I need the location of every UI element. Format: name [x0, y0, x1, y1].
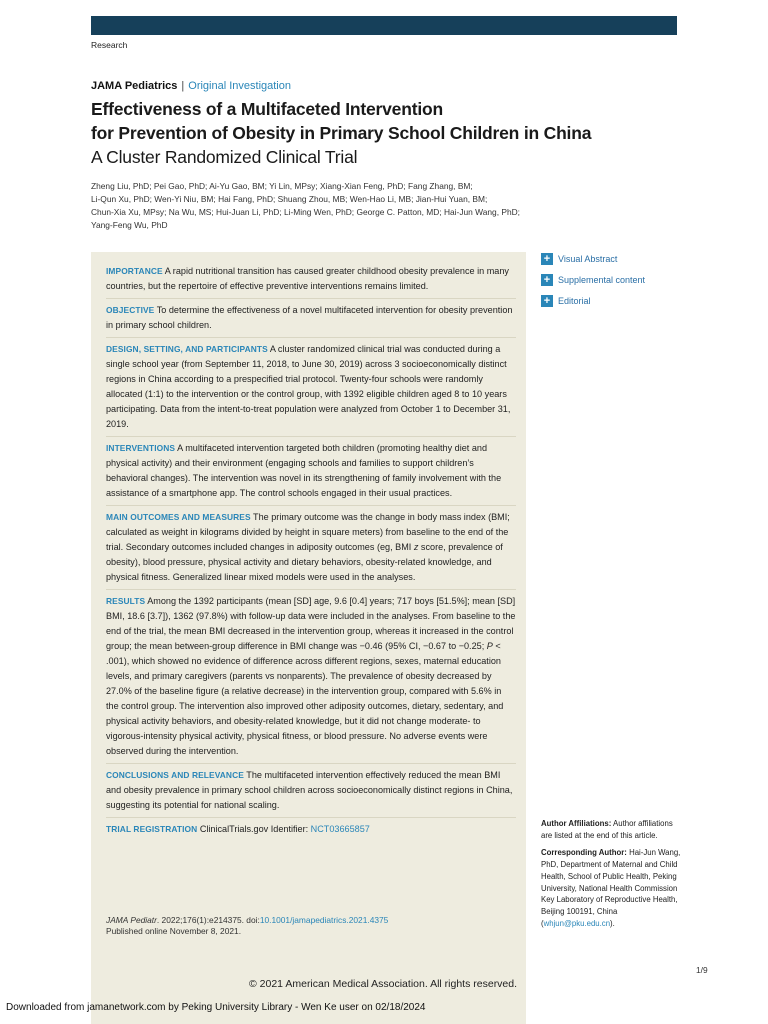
abstract-interventions	[106, 441, 516, 506]
abstract-italic: P	[486, 641, 493, 651]
affiliations-note	[541, 818, 681, 841]
sidebar-link-label: Editorial	[558, 295, 591, 306]
abstract-heading: TRIAL REGISTRATION	[106, 824, 198, 834]
plus-icon: +	[541, 295, 553, 307]
affiliations-text: Author affiliations are listed at the end of this article.	[541, 819, 673, 840]
abstract-outcomes	[106, 510, 516, 590]
journal-separator: |	[181, 80, 185, 92]
abstract-heading: MAIN OUTCOMES AND MEASURES	[106, 512, 251, 522]
journal-name: JAMA Pediatrics	[91, 80, 178, 92]
abstract-content	[106, 264, 516, 845]
doi-link[interactable]: 10.1001/jamapediatrics.2021.4375	[259, 915, 389, 925]
trial-registration-link[interactable]: NCT03665857	[310, 824, 370, 834]
author-affiliations	[541, 818, 681, 935]
abstract-design	[106, 342, 516, 437]
author-list	[91, 180, 531, 232]
visual-abstract-link[interactable]	[541, 248, 681, 269]
abstract-text: The primary outcome was the change in body mass index (BMI; calculated as weight in kilograms divided by height in square meters) from baseline to the end of the trial. Secondary outcomes included changes in adiposity outcomes (eg, BMI	[106, 512, 510, 552]
abstract-heading: INTERVENTIONS	[106, 443, 176, 453]
abstract-heading: DESIGN, SETTING, AND PARTICIPANTS	[106, 344, 268, 354]
abstract-text: A rapid nutritional transition has caused greater childhood obesity prevalence in many countries, but the repertoire of effective preventive interventions remains limited.	[106, 266, 509, 291]
author-line: Yang-Feng Wu, PhD	[91, 220, 168, 230]
article-title	[91, 97, 651, 169]
abstract-heading: CONCLUSIONS AND RELEVANCE	[106, 770, 244, 780]
top-banner	[91, 16, 677, 35]
abstract-heading: OBJECTIVE	[106, 305, 155, 315]
title-line-2: for Prevention of Obesity in Primary School Children in China	[91, 123, 592, 143]
sidebar-link-label: Supplemental content	[558, 274, 646, 285]
citation-journal: JAMA Pediatr	[106, 915, 157, 925]
abstract-text: A multifaceted intervention targeted both children (promoting healthy diet and physical activity) and their environment (engaging schools and families to support children’s behavioral changes). The intervention was novel in its strengthening of family involvement with the assistance of a smartphone app. The control schools engaged in their usual practices.	[106, 443, 502, 498]
abstract-text: score, prevalence of obesity), blood pressure, physical activity and dietary behaviors, obesity-related knowledge, and physical fitness. Generalized linear mixed models were used in the analyses.	[106, 542, 503, 582]
email-link[interactable]: whjun@pku.edu.cn	[543, 918, 611, 928]
sidebar-links	[541, 248, 681, 311]
plus-icon: +	[541, 274, 553, 286]
abstract-italic: z	[413, 542, 419, 552]
citation-text: . 2022;176(1):e214375. doi:	[156, 915, 260, 925]
abstract-results	[106, 594, 516, 764]
author-line: Zheng Liu, PhD; Pei Gao, PhD; Ai-Yu Gao, BM; Yi Lin, MPsy; Xiang-Xian Feng, PhD; Fang Zhang, BM;	[91, 181, 473, 191]
citation-line	[106, 915, 388, 926]
author-line: Chun-Xia Xu, MPsy; Na Wu, MS; Hui-Juan Li, PhD; Li-Ming Wen, PhD; George C. Patton, MD; Hai-Jun Wang, PhD;	[91, 207, 520, 217]
abstract-heading: RESULTS	[106, 596, 146, 606]
section-label: Research	[91, 40, 128, 50]
abstract-text: A cluster randomized clinical trial was conducted during a single school year (from September 11, 2018, to June 30, 2019) across 3 socioeconomically distinct regions in China according to a prespecified trial protocol. Twenty-four schools were randomly allocated (1:1) to the intervention or the control group, with 1392 eligible children aged 8 to 10 years participating. Data from the intent-to-treat population were analyzed from October 1 to December 31, 2019.	[106, 344, 511, 429]
abstract-registration	[106, 822, 516, 841]
page-number: 1/9	[696, 965, 708, 975]
article-type-link[interactable]: Original Investigation	[188, 80, 291, 92]
title-subtitle: A Cluster Randomized Clinical Trial	[91, 147, 358, 167]
author-line: Li-Qun Xu, PhD; Wen-Yi Niu, BM; Hai Fang, PhD; Shuang Zhou, MB; Wen-Hao Li, MB; Jian-Hui Yuan, BM;	[91, 194, 488, 204]
abstract-text: Among the 1392 participants (mean [SD] age, 9.6 [0.4] years; 717 boys [51.5%]; mean [SD] BMI, 18.6 [3.7]), 1362 (97.8%) with follow-up data were included in the analyses. From baseline to the end of the trial, the mean BMI decreased in the intervention group, whereas it increased in the control group; the mean between-group difference in BMI change was −0.46 (95% CI, −0.67 to −0.25;	[106, 596, 516, 651]
abstract-heading: IMPORTANCE	[106, 266, 163, 276]
supplemental-content-link[interactable]	[541, 269, 681, 290]
abstract-objective	[106, 303, 516, 338]
published-date: Published online November 8, 2021.	[106, 926, 242, 936]
citation	[106, 915, 388, 937]
abstract-importance	[106, 264, 516, 299]
editorial-link[interactable]	[541, 290, 681, 311]
corresponding-author	[541, 847, 681, 929]
abstract-conclusions	[106, 768, 516, 818]
download-notice: Downloaded from jamanetwork.com by Peking University Library - Wen Ke user on 02/18/2024	[6, 1002, 426, 1013]
corresponding-label: Corresponding Author:	[541, 848, 627, 858]
abstract-box	[91, 252, 526, 1024]
title-line-1: Effectiveness of a Multifaceted Intervention	[91, 99, 443, 119]
plus-icon: +	[541, 253, 553, 265]
corresponding-text: Hai-Jun Wang, PhD, Department of Maternal and Child Health, School of Public Health, Peking University, National Health Commission Key Laboratory of Reproductive Health, Beijing 100191, China (	[541, 848, 681, 928]
abstract-text: To determine the effectiveness of a novel multifaceted intervention for obesity prevention in primary school children.	[106, 305, 513, 330]
copyright: © 2021 American Medical Association. All rights reserved.	[249, 978, 518, 990]
abstract-text: The multifaceted intervention effectively reduced the mean BMI and obesity prevalence in primary school children across socioeconomically distinct regions in China, suggesting its potential for national scaling.	[106, 770, 513, 810]
journal-line	[91, 80, 291, 92]
abstract-text: < .001), which showed no evidence of difference across different regions, sexes, maternal education levels, and primary caregivers (parents vs nonparents). The prevalence of obesity decreased by 27.0% of the baseline figure (a relative decrease) in the intervention group, compared with 5.6% in the control group. The intervention also improved other adiposity outcomes, dietary, sedentary, and physical activity behaviors, and obesity-related knowledge, but it did not change moderate- to vigorous-intensity physical activity, physical fitness, or blood pressure. No adverse events were observed during the intervention.	[106, 641, 504, 756]
corresponding-end: ).	[610, 918, 615, 928]
sidebar-link-label: Visual Abstract	[558, 253, 618, 264]
affiliations-label: Author Affiliations:	[541, 819, 612, 828]
abstract-text: ClinicalTrials.gov Identifier:	[197, 824, 311, 834]
